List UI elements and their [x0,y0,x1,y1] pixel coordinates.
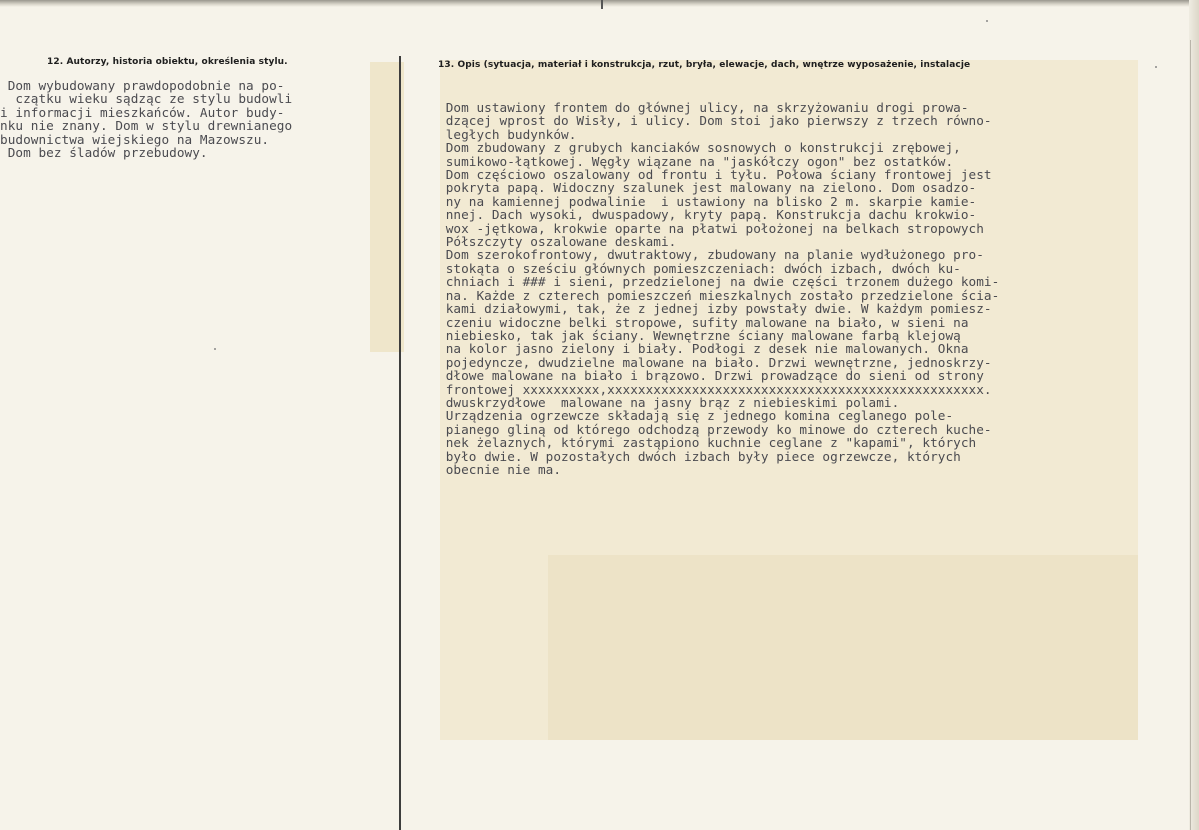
paper-stain-lower [548,555,1138,740]
typed-line: Dom ustawiony frontem do głównej ulicy, na skrzyżowaniu drogi prowa- [438,100,969,115]
paper-speck [1155,66,1157,68]
typed-line: ległych budynków. [438,126,577,142]
typed-line: frontowej xxxxxxxxxx,xxxxxxxxxxxxxxxxxxxxxxxxxxxxxxxxxxxxxxxxxxxxxxxxx. [438,381,992,397]
typed-line: Dom częściowo oszalowany od frontu i tyłu. Połowa ściany frontowej jest [438,167,992,183]
typed-line: Urządzenia ogrzewcze składają się z jednego komina ceglanego pole- [438,408,954,424]
typed-line: na kolor jasno zielony i biały. Podłogi z desek nie malowanych. Okna [438,341,969,357]
right-border-line [1190,40,1191,830]
typed-line: kami działowymi, tak, że z jednej izby powstały dwie. W każdym pomiesz- [438,301,992,317]
section-12-typed-text [0,79,292,159]
typed-line: Dom wybudowany prawdopodobnie na po- [0,78,285,93]
typed-line: czeniu widoczne belki stropowe, sufity malowane na biało, w sieni na [438,314,969,330]
typed-line: Półszczyty oszalowane deskami. [438,234,677,250]
section-12-heading: 12. Autorzy, historia obiektu, określenia stylu. [47,57,288,67]
typed-line: i informacji mieszkańców. Autor budy- [0,104,285,120]
typed-line: nku nie znany. Dom w stylu drewnianego [0,118,293,134]
typed-line: Dom bez śladów przebudowy. [0,145,208,161]
typed-line: Dom szerokofrontowy, dwutraktowy, zbudowany na planie wydłużonego pro- [438,247,984,263]
section-13-typed-text [438,101,999,476]
paper-speck [214,348,216,350]
typed-line: dzącej wprost do Wisły, i ulicy. Dom stoi jako pierwszy z trzech równo- [438,113,992,129]
typed-line: Dom zbudowany z grubych kanciaków sosnowych o konstrukcji zrębowej, [438,140,961,156]
typed-line: na. Każde z czterech pomieszczeń mieszkalnych zostało przedzielone ścia- [438,287,1000,303]
typed-line: czątku wieku sądząc ze stylu budowli [0,91,293,107]
typed-line: dwuskrzydłowe malowane na jasny brąz z niebieskimi polami. [438,394,900,410]
typed-line: pianego gliną od którego odchodzą przewody ko minowe do czterech kuche- [438,421,992,437]
typed-line: było dwie. W pozostałych dwóch izbach były piece ogrzewcze, których [438,448,961,464]
typed-line: obecnie nie ma. [438,461,562,477]
typed-line: nnej. Dach wysoki, dwuspadowy, kryty papą. Konstrukcja dachu krokwio- [438,207,977,223]
typed-line: wox -jętkowa, krokwie oparte na płatwi położonej na belkach stropowych [438,220,984,236]
typed-line: nek żelaznych, którymi zastąpiono kuchnie ceglane z "kapami", których [438,435,977,451]
column-divider [399,56,401,830]
page-top-edge [0,0,1199,7]
typed-line: pokryta papą. Widoczny szalunek jest malowany na zielono. Dom osadzo- [438,180,977,196]
typed-line: pojedyncze, dwudzielne malowane na biało. Drzwi wewnętrzne, jednoskrzy- [438,354,992,370]
typed-line: budownictwa wiejskiego na Mazowszu. [0,131,270,147]
typed-line: sumikowo-łątkowej. Węgły wiązane na "jaskółczy ogon" bez ostatków. [438,153,954,169]
paper-speck [986,20,988,22]
section-13-heading: 13. Opis (sytuacja, materiał i konstrukcja, rzut, bryła, elewacje, dach, wnętrze wyposażenie, instalacje [438,60,971,70]
typed-line: stokąta o sześciu głównych pomieszczeniach: dwóch izbach, dwóch ku- [438,260,961,276]
fold-mark [601,0,603,9]
typed-line: niebiesko, tak jak ściany. Wewnętrzne ściany malowane farbą klejową [438,327,961,343]
typed-line: chniach i ### i sieni, przedzielonej na dwie części trzonem dużego komi- [438,274,1000,290]
typed-line: ny na kamiennej podwalinie i ustawiony na blisko 2 m. skarpie kamie- [438,193,977,209]
typed-line: dłowe malowane na biało i brązowo. Drzwi prowadzące do sieni od strony [438,368,984,384]
